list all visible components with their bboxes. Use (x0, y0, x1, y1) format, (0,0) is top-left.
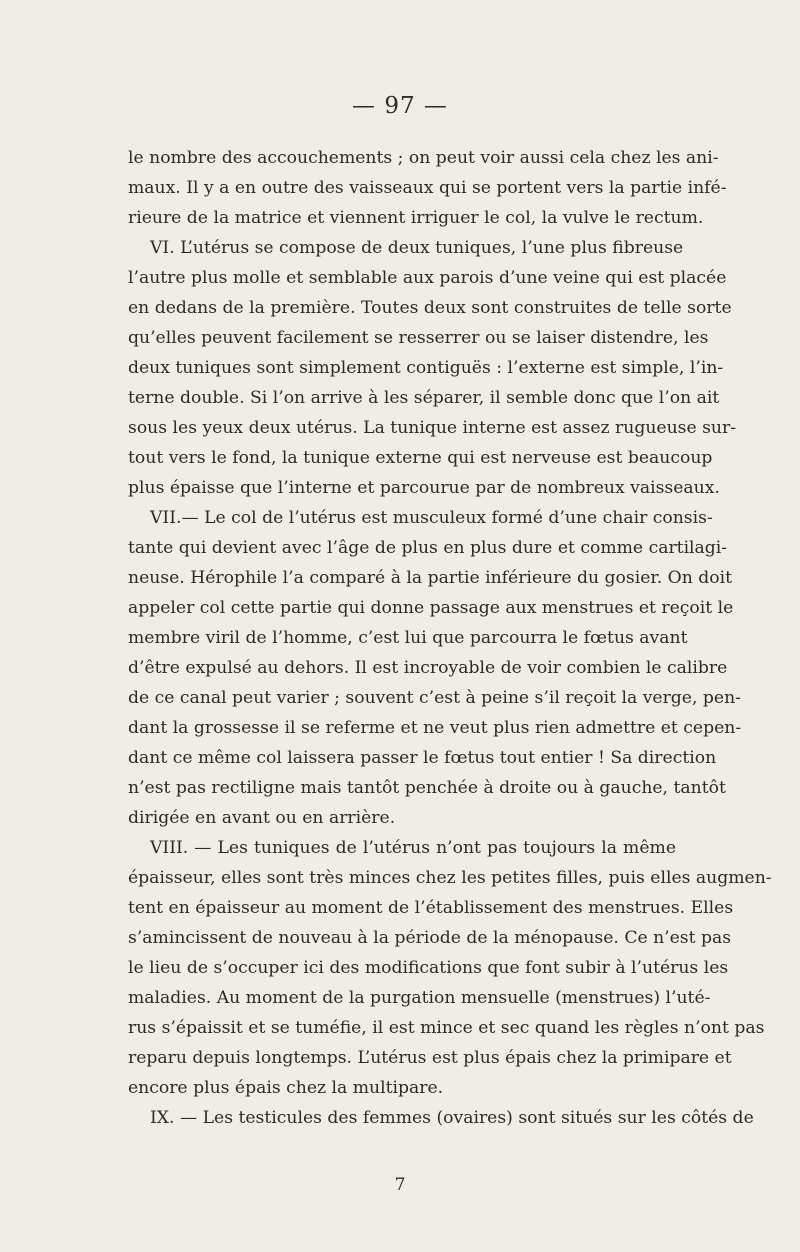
text-line: maux. Il y a en outre des vaisseaux qui se portent vers la partie infé- (128, 178, 727, 198)
text-line: deux tuniques sont simplement contiguës : l’externe est simple, l’in- (128, 358, 724, 378)
text-line: d’être expulsé au dehors. Il est incroyable de voir combien le calibre (128, 658, 728, 678)
text-line: qu’elles peuvent facilement se resserrer ou se laiser distendre, les (128, 328, 709, 348)
text-line: tout vers le fond, la tunique externe qui est nerveuse est beaucoup (128, 448, 713, 468)
text-line: le nombre des accouchements ; on peut voir aussi cela chez les ani- (128, 148, 719, 168)
text-line: dirigée en avant ou en arrière. (128, 808, 396, 828)
text-line: terne double. Si l’on arrive à les séparer, il semble donc que l’on ait (128, 388, 720, 408)
text-line: n’est pas rectiligne mais tantôt penchée à droite ou à gauche, tantôt (128, 778, 726, 798)
text-line: de ce canal peut varier ; souvent c’est à peine s’il reçoit la verge, pen- (128, 688, 741, 708)
text-line: VII.— Le col de l’utérus est musculeux formé d’une chair consis- (150, 508, 713, 528)
body-text (128, 143, 772, 1133)
signature-mark: 7 (394, 1175, 406, 1195)
page-number: — 97 — (352, 93, 448, 119)
text-line: dant la grossesse il se referme et ne veut plus rien admettre et cepen- (128, 718, 742, 738)
text-line: dant ce même col laissera passer le fœtus tout entier ! Sa direction (128, 748, 717, 768)
text-line: VIII. — Les tuniques de l’utérus n’ont pas toujours la même (150, 838, 676, 858)
text-line: encore plus épais chez la multipare. (128, 1078, 444, 1098)
text-line: en dedans de la première. Toutes deux sont construites de telle sorte (128, 298, 732, 318)
text-line: reparu depuis longtemps. L’utérus est plus épais chez la primipare et (128, 1048, 732, 1068)
text-line: s’amincissent de nouveau à la période de la ménopause. Ce n’est pas (128, 928, 732, 948)
text-line: le lieu de s’occuper ici des modifications que font subir à l’utérus les (128, 958, 729, 978)
text-line: VI. L’utérus se compose de deux tuniques, l’une plus fibreuse (150, 238, 684, 258)
text-line: rieure de la matrice et viennent irriguer le col, la vulve le rectum. (128, 208, 704, 228)
text-line: l’autre plus molle et semblable aux parois d’une veine qui est placée (128, 268, 727, 288)
text-line: épaisseur, elles sont très minces chez les petites filles, puis elles augmen- (128, 868, 772, 888)
text-line: IX. — Les testicules des femmes (ovaires) sont situés sur les côtés de (150, 1108, 754, 1128)
text-line: appeler col cette partie qui donne passage aux menstrues et reçoit le (128, 598, 734, 618)
text-line: tent en épaisseur au moment de l’établissement des menstrues. Elles (128, 898, 734, 918)
text-line: sous les yeux deux utérus. La tunique interne est assez rugueuse sur- (128, 418, 737, 438)
text-line: tante qui devient avec l’âge de plus en plus dure et comme cartilagi- (128, 538, 728, 558)
text-line: plus épaisse que l’interne et parcourue par de nombreux vaisseaux. (128, 478, 720, 498)
text-line: maladies. Au moment de la purgation mensuelle (menstrues) l’uté- (128, 988, 711, 1008)
text-line: rus s’épaissit et se tuméfie, il est mince et sec quand les règles n’ont pas (128, 1018, 765, 1038)
text-line: neuse. Hérophile l’a comparé à la partie inférieure du gosier. On doit (128, 568, 733, 588)
text-line: membre viril de l’homme, c’est lui que parcourra le fœtus avant (128, 628, 688, 648)
